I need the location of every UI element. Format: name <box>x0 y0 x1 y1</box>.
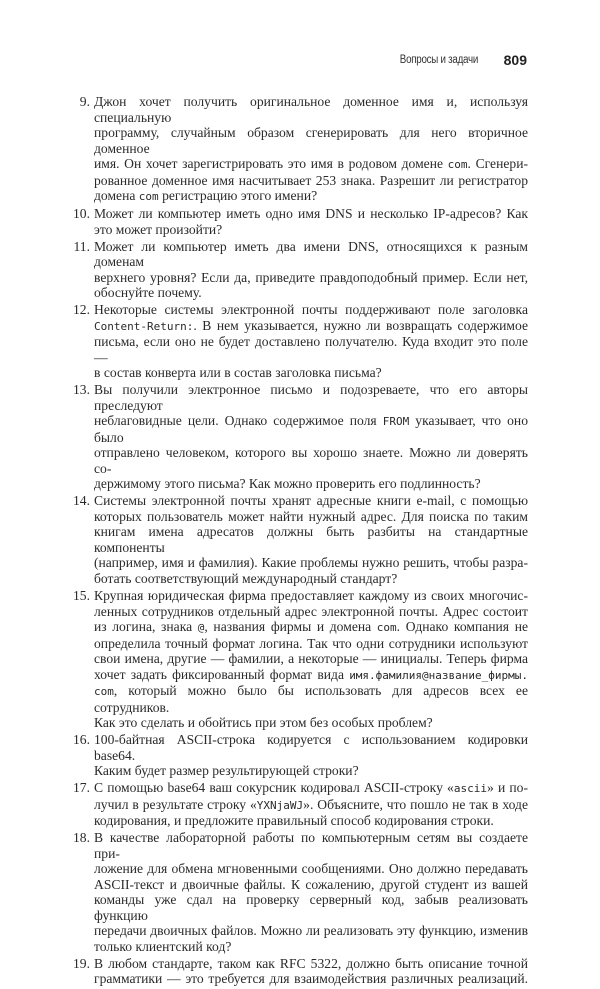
text-line <box>94 555 528 571</box>
text-fragment: которых пользователь может найти нужный адрес. Для поиска по таким <box>94 508 528 524</box>
code-fragment: Content-Return: <box>94 319 194 333</box>
running-title: Вопросы и задачи <box>399 54 478 66</box>
question-item <box>66 956 528 987</box>
text-fragment: Крупная юридическая фирма предоставляет каждому из своих многочис- <box>94 588 528 604</box>
question-item <box>66 302 528 381</box>
text-fragment: ». Объясните, что пошло не так в ходе <box>303 796 528 812</box>
text-fragment: только клиентский код? <box>94 938 232 954</box>
text-fragment: в состав конверта или в состав заголовка письма? <box>94 365 382 381</box>
question-item <box>66 493 528 586</box>
text-line <box>94 780 528 797</box>
text-fragment: определила точный формат логина. Так что одни сотрудники используют <box>94 635 528 651</box>
page-header <box>0 52 527 72</box>
text-fragment: (например, имя и фамилия). Какие проблемы нужно решить, чтобы разра- <box>94 555 528 571</box>
question-item <box>66 239 528 301</box>
code-fragment: com <box>94 685 114 699</box>
text-fragment: . В нем указывается, нужно ли возвращать содержимое <box>193 317 528 333</box>
text-fragment: В любом стандарте, таком как RFC 5322, должно быть описание точной <box>94 955 528 971</box>
text-fragment: имя. Он хочет зарегистрировать это имя в родовом домене <box>94 156 448 171</box>
text-fragment: Системы электронной почты хранят адресные книги e-mail, с помощью <box>94 493 528 509</box>
text-line <box>94 877 528 893</box>
text-line <box>94 892 528 923</box>
text-line <box>94 830 528 861</box>
question-number: 17. <box>73 780 90 796</box>
text-line <box>94 732 528 763</box>
text-line <box>94 206 528 222</box>
page-number: 809 <box>503 52 527 68</box>
text-fragment: Может ли компьютер иметь одно имя DNS и несколько IP-адресов? Как <box>94 206 528 222</box>
text-line <box>94 651 528 667</box>
question-item <box>66 732 528 779</box>
code-fragment: YXNjaWJ <box>256 798 304 812</box>
question-number: 14. <box>73 493 90 509</box>
question-number: 10. <box>73 206 90 222</box>
text-fragment: С помощью base64 ваш сокурсник кодировал ASCII-строку « <box>94 780 454 796</box>
text-fragment: рованное доменное имя насчитывает 253 знака. Разрешит ли регистратор <box>94 172 528 188</box>
question-number: 12. <box>73 302 90 318</box>
text-fragment: В качестве лабораторной работы по компьютерным сетям вы создаете при- <box>94 830 528 861</box>
text-fragment: . Сгенери- <box>467 156 528 171</box>
text-fragment: указывает, что оно было <box>94 413 528 445</box>
text-fragment: Может ли компьютер иметь два имени DNS, относящихся к разным доменам <box>94 238 528 270</box>
text-line <box>94 270 528 286</box>
text-line <box>94 156 528 173</box>
text-line <box>94 382 528 413</box>
text-fragment: из логина, знака <box>94 619 198 635</box>
text-fragment: письма, если оно не будет доставлено получателю. Куда входит это поле — <box>94 334 528 365</box>
question-item <box>66 382 528 492</box>
text-line <box>94 861 528 877</box>
text-line <box>94 619 528 636</box>
text-line <box>94 509 528 525</box>
text-fragment: свои имена, другие — фамилии, а некоторые — инициалы. Теперь фирма <box>94 651 528 667</box>
text-fragment: ложение для обмена мгновенными сообщениями. Оно должно передавать <box>94 861 528 877</box>
text-fragment: » и по- <box>486 780 528 796</box>
code-fragment: FROM <box>382 415 410 429</box>
text-fragment: команды уже сдал на проверку серверный код, забыв реализовать функцию <box>94 892 528 923</box>
text-fragment: регистрацию этого имени? <box>158 188 318 203</box>
question-number: 11. <box>73 238 90 254</box>
text-fragment: программу, случайным образом сгенерировать для него вторичное доменное <box>94 125 528 156</box>
question-number: 13. <box>73 382 90 398</box>
text-line <box>94 94 528 125</box>
text-line <box>94 445 528 476</box>
text-fragment: кодирования, и предложите правильный способ кодирования строки. <box>94 813 494 829</box>
text-fragment: . Однако компания не <box>396 619 529 635</box>
text-line <box>94 923 528 939</box>
text-line <box>94 797 528 814</box>
text-line <box>94 125 528 156</box>
text-line <box>94 302 528 318</box>
text-fragment: книгам имена адресатов должны быть разбиты на стандартные компоненты <box>94 524 528 555</box>
text-fragment: Джон хочет получить оригинальное доменное имя и, используя специальную <box>94 94 528 125</box>
text-fragment: обоснуйте почему. <box>94 285 202 301</box>
code-fragment: com <box>138 190 159 203</box>
text-fragment: отправлено человеком, которого вы хорошо знаете. Можно ли доверять со- <box>94 445 528 476</box>
text-fragment: 100-байтная ASCII-строка кодируется с использованием кодировки base64. <box>94 732 528 763</box>
text-fragment: , который можно было бы использовать для адресов всех ее сотрудников. <box>94 683 528 715</box>
question-item <box>66 830 528 954</box>
text-fragment: грамматики — это требуется для взаимодействия различных реализаций. <box>94 971 528 987</box>
question-number: 19. <box>73 955 90 971</box>
text-fragment: хочет задать фиксированный формат вида <box>94 666 350 682</box>
text-fragment: Каким будет размер результирующей строки? <box>94 763 359 779</box>
text-fragment: передачи двоичных файлов. Можно ли реализовать эту функцию, изменив <box>94 923 528 939</box>
text-line <box>94 667 528 684</box>
question-number: 16. <box>73 732 90 748</box>
code-fragment: имя.фамилия@название_фирмы. <box>349 668 528 682</box>
text-line <box>94 239 528 270</box>
text-fragment: держимому этого письма? Как можно проверить его подлинность? <box>94 476 481 492</box>
text-fragment: Некоторые системы электронной почты поддерживают поле заголовка <box>94 302 528 318</box>
text-line <box>94 971 528 987</box>
text-line <box>94 188 528 205</box>
text-fragment: ленных сотрудников отдельный адрес электронной почты. Адрес состоит <box>94 603 528 619</box>
text-fragment: Как это сделать и обойтись при этом без особых проблем? <box>94 715 433 731</box>
text-line <box>94 604 528 620</box>
code-fragment: com <box>447 158 468 171</box>
text-line <box>94 683 528 715</box>
code-fragment: @ <box>197 621 205 635</box>
text-fragment: домена <box>94 188 139 203</box>
text-line <box>94 524 528 555</box>
question-number: 9. <box>79 94 90 109</box>
text-fragment: ботать соответствующий международный стандарт? <box>94 570 398 586</box>
text-line <box>94 813 528 829</box>
text-line <box>94 476 528 492</box>
text-line <box>94 334 528 365</box>
question-item <box>66 206 528 237</box>
question-item <box>66 94 528 205</box>
text-line <box>94 285 528 301</box>
text-line <box>94 365 528 381</box>
text-line <box>94 413 528 445</box>
code-fragment: ascii <box>453 782 487 796</box>
text-line <box>94 222 528 238</box>
text-fragment: верхнего уровня? Если да, приведите правдоподобный пример. Если нет, <box>94 269 528 285</box>
text-line <box>94 939 528 955</box>
question-number: 18. <box>73 830 90 846</box>
question-item <box>66 780 528 829</box>
code-fragment: com <box>376 621 397 635</box>
text-line <box>94 636 528 652</box>
text-line <box>94 588 528 604</box>
text-fragment: ASCII-текст и двоичные файлы. К сожалению, другой студент из вашей <box>94 876 528 892</box>
question-item <box>66 588 528 731</box>
text-fragment: неблаговидные цели. Однако содержимое поля <box>94 413 383 429</box>
text-line <box>94 173 528 189</box>
text-fragment: лучил в результате строку « <box>94 796 257 812</box>
question-list <box>66 94 528 989</box>
text-fragment: , названия фирмы и домена <box>204 619 377 635</box>
text-line <box>94 715 528 731</box>
text-fragment: Вы получили электронное письмо и подозреваете, что его авторы преследуют <box>94 382 528 413</box>
question-number: 15. <box>73 588 90 604</box>
text-line <box>94 956 528 972</box>
text-line <box>94 763 528 779</box>
text-line <box>94 318 528 335</box>
text-fragment: это может произойти? <box>94 221 223 237</box>
text-line <box>94 493 528 509</box>
text-line <box>94 571 528 587</box>
